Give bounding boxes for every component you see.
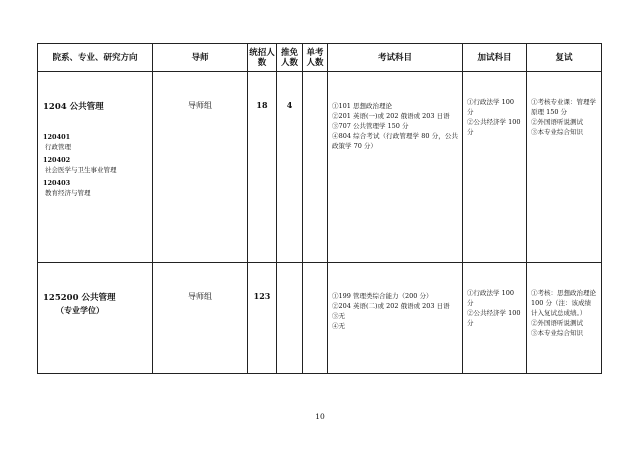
subject-item: ①101 思想政治理论 [332, 102, 392, 110]
retest-list [531, 288, 597, 338]
subject-item: ④无 [332, 322, 345, 330]
subjects-cell [328, 72, 463, 263]
enroll-value: 18 [256, 100, 268, 110]
major-code-title: 125200 公共管理 [43, 293, 116, 303]
direction-name: 教育经济与管理 [45, 189, 91, 197]
header-additional: 加试科目 [463, 44, 527, 72]
retest-item: ③本专业综合知识 [531, 329, 583, 337]
table-row [38, 263, 602, 374]
subject-item: ③707 公共管理学 150 分 [332, 122, 409, 130]
retest-item: ①考核：思想政治理论 100 分（注：该成绩计入复试总成绩。） [531, 289, 596, 317]
enroll-value: 123 [253, 291, 271, 301]
additional-list [467, 97, 522, 137]
research-directions [38, 132, 152, 198]
header-enroll: 统招人数 [248, 44, 277, 72]
additional-item: ②公共经济学 100 分 [467, 309, 521, 327]
direction-code: 120402 [43, 156, 71, 164]
subjects-list [332, 291, 458, 331]
subjects-cell [328, 263, 463, 374]
retest-item: ①考核专业课：管理学原理 150 分 [531, 98, 596, 116]
advisor-value: 导师组 [188, 101, 212, 110]
separate-cell [303, 72, 328, 263]
header-retest: 复试 [527, 44, 602, 72]
dept-cell [38, 263, 153, 374]
major-code-title: 1204 公共管理 [43, 102, 104, 112]
retest-item: ②外国语听说测试 [531, 118, 583, 126]
direction-code: 120403 [43, 179, 71, 187]
enroll-cell [248, 263, 277, 374]
additional-cell [463, 263, 527, 374]
exempt-cell [277, 263, 303, 374]
direction-name: 行政管理 [45, 143, 71, 151]
admissions-table [37, 43, 602, 374]
subject-item: ①199 管理类综合能力（200 分） [332, 292, 433, 300]
advisor-cell [153, 263, 248, 374]
retest-cell [527, 263, 602, 374]
retest-cell [527, 72, 602, 263]
separate-cell [303, 263, 328, 374]
retest-item: ③本专业综合知识 [531, 128, 583, 136]
header-separate: 单考人数 [303, 44, 328, 72]
subject-item: ②204 英语(二)或 202 俄语或 203 日语 [332, 302, 450, 310]
additional-item: ①行政法学 100 分 [467, 98, 514, 116]
table-row [38, 72, 602, 263]
subjects-list [332, 101, 458, 151]
additional-item: ②公共经济学 100 分 [467, 118, 521, 136]
direction-name: 社会医学与卫生事业管理 [45, 166, 117, 174]
table-header-row [38, 44, 602, 72]
additional-cell [463, 72, 527, 263]
direction-code: 120401 [43, 133, 71, 141]
subject-item: ③无 [332, 312, 345, 320]
subject-item: ②201 英语(一)或 202 俄语或 203 日语 [332, 112, 450, 120]
subject-item: ④804 综合考试（行政管理学 80 分，公共政策学 70 分） [332, 132, 458, 150]
additional-item: ①行政法学 100 分 [467, 289, 514, 307]
degree-type: （专业学位） [56, 305, 104, 315]
retest-list [531, 97, 597, 137]
dept-cell [38, 72, 153, 263]
exempt-value: 4 [286, 100, 293, 110]
page-number: 10 [315, 412, 325, 421]
advisor-cell [153, 72, 248, 263]
header-advisor: 导师 [153, 44, 248, 72]
header-subjects: 考试科目 [328, 44, 463, 72]
header-dept: 院系、专业、研究方向 [38, 44, 153, 72]
advisor-value: 导师组 [188, 292, 212, 301]
enroll-cell [248, 72, 277, 263]
retest-item: ②外国语听说测试 [531, 319, 583, 327]
header-exempt: 推免人数 [277, 44, 303, 72]
exempt-cell [277, 72, 303, 263]
additional-list [467, 288, 522, 328]
